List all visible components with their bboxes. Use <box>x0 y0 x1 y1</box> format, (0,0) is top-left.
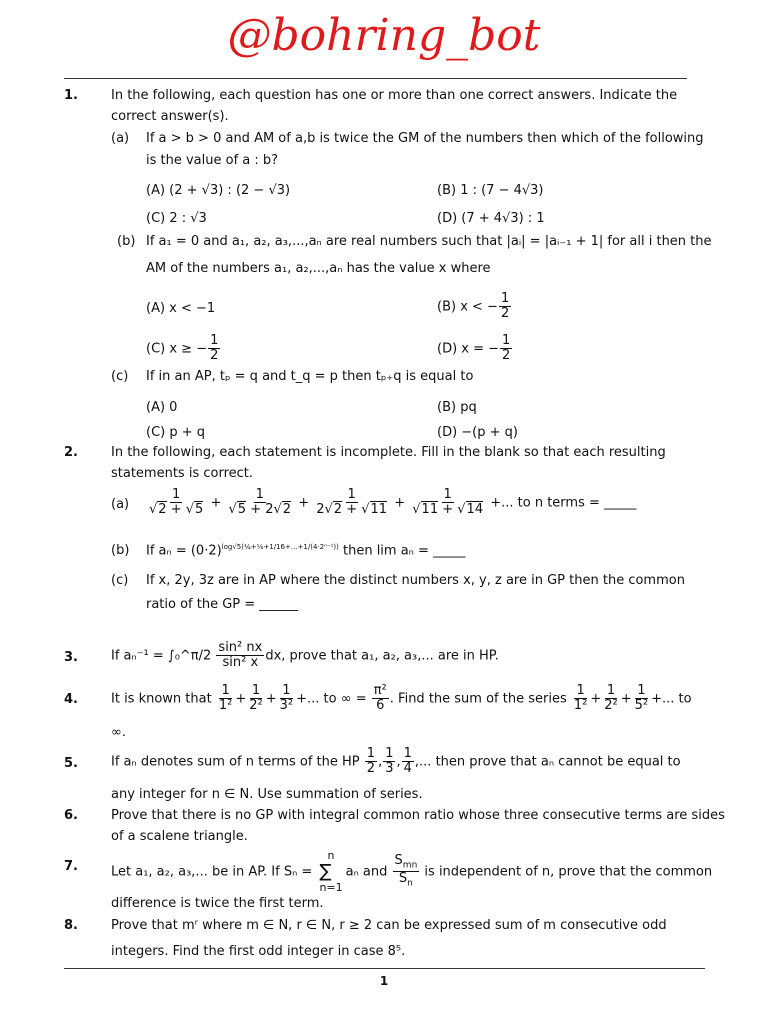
fraction: $\frac{1}{3}$ <box>385 746 394 777</box>
fraction: $\frac{1}{2}$ <box>502 333 511 364</box>
option-b-text: (B) x < − <box>437 299 498 315</box>
part-text-cont: AM of the numbers a₁, a₂,...,aₙ has the value x where <box>146 261 491 276</box>
fraction: $\frac{1}{4}$ <box>403 746 412 777</box>
top-rule <box>64 78 687 79</box>
part-text: If a₁ = 0 and a₁, a₂, a₃,...,aₙ are real numbers such that |aᵢ| = |aᵢ₋₁ + 1| for all i then the <box>146 234 712 249</box>
page-number: 1 <box>379 974 389 988</box>
part-text-cont: is the value of a : b? <box>146 153 279 168</box>
question-text-cont: ∞. <box>111 725 126 740</box>
question-stem: In the following, each question has one or more than one correct answers. Indicate the <box>111 88 678 103</box>
bottom-rule <box>64 968 705 969</box>
question-text: Prove that mʳ where m ∈ N, r ∈ N, r ≥ 2 can be expressed sum of m consecutive odd <box>111 918 667 933</box>
part-label: (b) <box>111 543 130 558</box>
part-label: (a) <box>111 131 130 146</box>
brand-watermark: @bohring_bot <box>227 10 541 61</box>
question-text-cont: of a scalene triangle. <box>111 829 248 844</box>
option-c <box>146 334 221 364</box>
fraction: $\frac{1}{\text{1²}}$ <box>218 683 233 714</box>
q4-pre: It is known that <box>111 691 212 707</box>
question-text: It is known that $\frac{1}{\text{1²}}$ + $\frac{1}{\text{2²}}$ + $\frac{1}{\text{3²}}$ +... to ∞ = $\frac{\text{π²}}{6}$ . Find the sum of the series $\frac{1}{\text{1²}}$ + $\frac{1}{\text{2²}}$ + $\frac{1}{\text{5²}}$ +... to <box>111 683 692 714</box>
question-text: Prove that there is no GP with integral common ratio whose three consecutive terms are sides <box>111 808 725 823</box>
q5-pre: If aₙ denotes sum of n terms of the HP <box>111 754 360 770</box>
question-number: 2. <box>64 445 78 460</box>
limit-expression: If $a_n = (0\cdot 2)^{log√5(\frac{1}{4}+\frac{1}{8}+1/16+...+1/(4\cdot 2^{n-1}))}$ then lim aₙ = _____ <box>146 543 466 559</box>
question-number: 7. <box>64 859 78 874</box>
fraction: $\frac{1}{\text{1²}}$ <box>573 683 588 714</box>
part-label: (c) <box>111 369 129 384</box>
q7-mid: aₙ and <box>345 864 388 880</box>
option-c: (C) p + q <box>146 425 206 440</box>
question-number: 5. <box>64 756 78 771</box>
fraction: $\frac{1}{\text{2²}}$ <box>249 683 263 714</box>
option-d: (D) −(p + q) <box>437 425 518 440</box>
question-text: If aₙ denotes sum of n terms of the HP $\frac{1}{2}$ , $\frac{1}{3}$ , $\frac{1}{4}$ ,... then prove that aₙ cannot be equal to <box>111 746 681 777</box>
part-text: If a > b > 0 and AM of a,b is twice the GM of the numbers then which of the following <box>146 131 704 146</box>
series-tail: +... to n terms = _____ <box>490 495 637 511</box>
option-a: (A) (2 + √3) : (2 − √3) <box>146 183 291 198</box>
fraction: $\frac{\text{π²}}{6}$ <box>373 683 387 714</box>
integral-post: dx, prove that a₁, a₂, a₃,... are in HP. <box>265 648 499 664</box>
option-a: (A) x < −1 <box>146 301 216 316</box>
question-number: 8. <box>64 918 78 933</box>
fraction: $\frac{1}{2√2 + √11}$ <box>316 487 388 518</box>
part-label: (a) <box>111 497 130 512</box>
option-b <box>437 292 512 322</box>
option-a: (A) 0 <box>146 400 178 415</box>
q7-pre: Let a₁, a₂, a₃,... be in AP. If Sₙ = <box>111 864 313 880</box>
fraction: $\frac{1}{\text{3²}}$ <box>279 683 294 714</box>
part-text-cont: ratio of the GP = ______ <box>146 597 299 612</box>
fraction: $\frac{1}{√11 + √14}$ <box>412 487 484 518</box>
part-text: If x, 2y, 3z are in AP where the distinct numbers x, y, z are in GP then the common <box>146 573 685 588</box>
option-b: (B) 1 : (7 − 4√3) <box>437 183 544 198</box>
question-text <box>111 850 712 894</box>
q7-post: is independent of n, prove that the common <box>424 864 713 880</box>
option-c-text: (C) x ≥ − <box>146 341 208 357</box>
fraction: $\frac{1}{\text{2²}}$ <box>604 683 618 714</box>
expr-pre: If aₙ = (0·2) <box>146 543 222 559</box>
fraction: $\frac{1}{2}$ <box>500 291 510 322</box>
part-label: (c) <box>111 573 129 588</box>
summation: n ∑ n=1 <box>319 849 343 894</box>
question-text-cont: integers. Find the first odd integer in case 8⁵. <box>111 944 406 959</box>
option-b: (B) pq <box>437 400 477 415</box>
q5-post: ,... then prove that aₙ cannot be equal to <box>414 754 681 770</box>
option-d <box>437 334 513 364</box>
option-c: (C) 2 : √3 <box>146 211 207 226</box>
question-stem-cont: statements is correct. <box>111 466 254 481</box>
question-number: 1. <box>64 88 78 103</box>
question-text-cont: any integer for n ∈ N. Use summation of series. <box>111 787 423 802</box>
fraction: $\frac{1}{√5 + 2√2}$ <box>228 487 292 518</box>
question-number: 3. <box>64 650 78 665</box>
question-number: 4. <box>64 692 78 707</box>
q4-mid: +... to ∞ = <box>296 691 367 707</box>
question-text <box>111 641 499 671</box>
series-expression: $\frac{1}{√2 + √5}$ + $\frac{1}{√5 + 2√2}$ + $\frac{1}{2√2 + √11}$ + $\frac{1}{√11 + √14}$ +... to n terms = _____ <box>149 487 637 518</box>
q4-end: +... to <box>651 691 692 707</box>
question-stem: In the following, each statement is incomplete. Fill in the blank so that each resulting <box>111 445 666 460</box>
expr-post: then lim aₙ = _____ <box>342 543 466 559</box>
part-label: (b) <box>117 234 136 249</box>
integral-pre: If aₙ⁻¹ = ∫₀^π/2 <box>111 648 212 664</box>
fraction: $\frac{\text{sin² nx}}{\text{sin² x}}$ <box>218 640 263 671</box>
q4-mid2: . Find the sum of the series <box>389 691 567 707</box>
option-d-text: (D) x = − <box>437 341 500 357</box>
fraction: $\frac{S_{mn}}{S_n}$ <box>394 853 418 890</box>
fraction: $\frac{1}{2}$ <box>366 746 376 777</box>
question-number: 6. <box>64 808 78 823</box>
part-text: If in an AP, tₚ = q and t_q = p then tₚ₊q is equal to <box>146 369 474 384</box>
fraction: $\frac{1}{\text{5²}}$ <box>634 683 649 714</box>
fraction: $\frac{1}{√2 + √5}$ <box>149 487 204 518</box>
question-stem-cont: correct answer(s). <box>111 109 229 124</box>
option-d: (D) (7 + 4√3) : 1 <box>437 211 545 226</box>
question-text-cont: difference is twice the first term. <box>111 896 324 911</box>
fraction: $\frac{1}{2}$ <box>210 333 219 364</box>
